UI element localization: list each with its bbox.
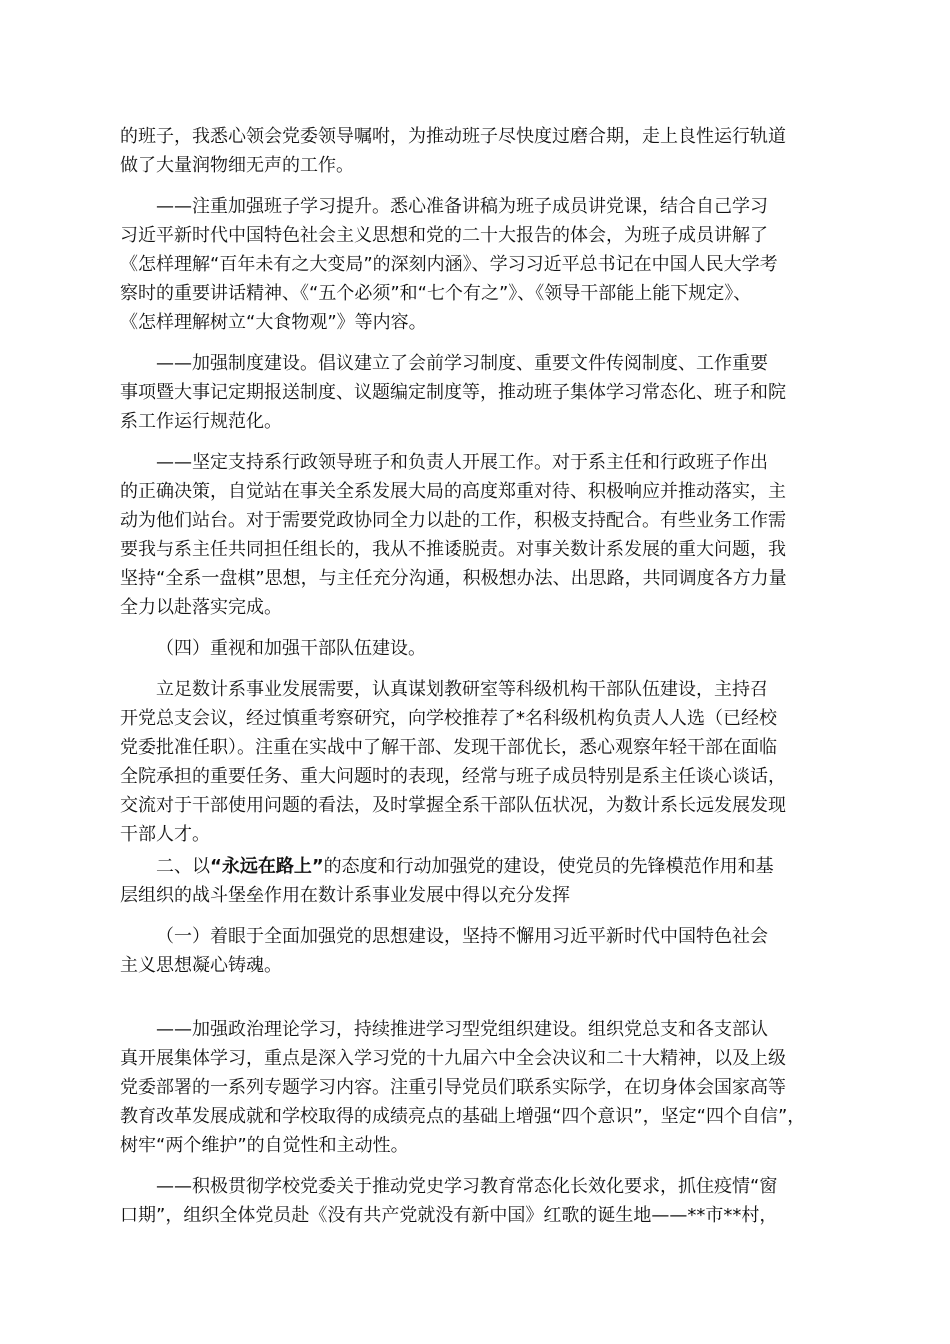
- text-line: 系工作运行规范化。: [120, 411, 282, 432]
- heading-suffix: 的态度和行动加强党的建设，使党员的先锋模范作用和基: [323, 856, 774, 877]
- text-line: 做了大量润物细无声的工作。: [120, 155, 354, 176]
- text-line: 《怎样理解树立“大食物观”》等内容。: [120, 312, 427, 333]
- text-line: ——积极贯彻学校党委关于推动党史学习教育常态化长效化要求，抓住疫情“窗: [156, 1176, 778, 1197]
- text-line: 真开展集体学习，重点是深入学习党的十九届六中全会决议和二十大精神，以及上级: [120, 1048, 786, 1069]
- text-line: 全力以赴落实完成。: [120, 597, 282, 618]
- text-line: 党委批准任职）。注重在实战中了解干部、发现干部优长，悉心观察年轻干部在面临: [120, 737, 777, 758]
- text-line: 主义思想凝心铸魂。: [120, 955, 282, 976]
- text-line: 党委部署的一系列专题学习内容。注重引导党员们联系实际学，在切身体会国家高等: [120, 1077, 786, 1098]
- text-line: 动为他们站台。对于需要党政协同全力以赴的工作，积极支持配合。有些业务工作需: [120, 510, 786, 531]
- text-line: 层组织的战斗堡垒作用在数计系事业发展中得以充分发挥: [120, 885, 570, 906]
- heading-prefix: 二、以: [156, 856, 210, 877]
- text-line: ——注重加强班子学习提升。悉心准备讲稿为班子成员讲党课，结合自己学习: [156, 196, 768, 217]
- text-line: ——加强政治理论学习，持续推进学习型党组织建设。组织党总支和各支部认: [156, 1019, 768, 1040]
- text-line: 树牢“两个维护”的自觉性和主动性。: [120, 1135, 409, 1156]
- text-line: 口期”，组织全体党员赴《没有共产党就没有新中国》红歌的诞生地——**市**村，: [120, 1205, 778, 1226]
- text-line: ——坚定支持系行政领导班子和负责人开展工作。对于系主任和行政班子作出: [156, 452, 768, 473]
- text-line: 要我与系主任共同担任组长的，我从不推诿脱责。对事关数计系发展的重大问题，我: [120, 539, 786, 560]
- text-line: [156, 852, 774, 881]
- text-line: 的正确决策，自觉站在事关全系发展大局的高度郑重对待、积极响应并推动落实，主: [120, 481, 786, 502]
- text-line: 干部人才。: [120, 824, 210, 845]
- text-line: 《怎样理解“百年未有之大变局”的深刻内涵》、学习习近平总书记在中国人民大学考: [120, 254, 778, 275]
- text-line: ——加强制度建设。倡议建立了会前学习制度、重要文件传阅制度、工作重要: [156, 353, 768, 374]
- text-line: 交流对于干部使用问题的看法，及时掌握全系干部队伍状况，为数计系长远发展发现: [120, 795, 786, 816]
- text-line: 事项暨大事记定期报送制度、议题编定制度等，推动班子集体学习常态化、班子和院: [120, 382, 786, 403]
- text-line: 的班子，我悉心领会党委领导嘱咐，为推动班子尽快度过磨合期，走上良性运行轨道: [120, 126, 786, 147]
- text-line: （一）着眼于全面加强党的思想建设，坚持不懈用习近平新时代中国特色社会: [156, 926, 768, 947]
- text-line: 教育改革发展成就和学校取得的成绩亮点的基础上增强“四个意识”，坚定“四个自信”，: [120, 1106, 806, 1127]
- text-line: 开党总支会议，经过慎重考察研究，向学校推荐了*名科级机构负责人人选（已经校: [120, 708, 777, 729]
- heading-bold-phrase: “永远在路上”: [210, 856, 324, 877]
- text-line: 立足数计系事业发展需要，认真谋划教研室等科级机构干部队伍建设，主持召: [156, 679, 768, 700]
- text-line: 坚持“全系一盘棋”思想，与主任充分沟通，积极想办法、出思路，共同调度各方力量: [120, 568, 787, 589]
- text-line: （四）重视和加强干部队伍建设。: [156, 638, 426, 659]
- text-line: 察时的重要讲话精神、《“五个必须”和“七个有之”》、《领导干部能上能下规定》、: [120, 283, 752, 304]
- text-line: 习近平新时代中国特色社会主义思想和党的二十大报告的体会，为班子成员讲解了: [120, 225, 768, 246]
- text-line: 全院承担的重要任务、重大问题时的表现，经常与班子成员特别是系主任谈心谈话，: [120, 766, 786, 787]
